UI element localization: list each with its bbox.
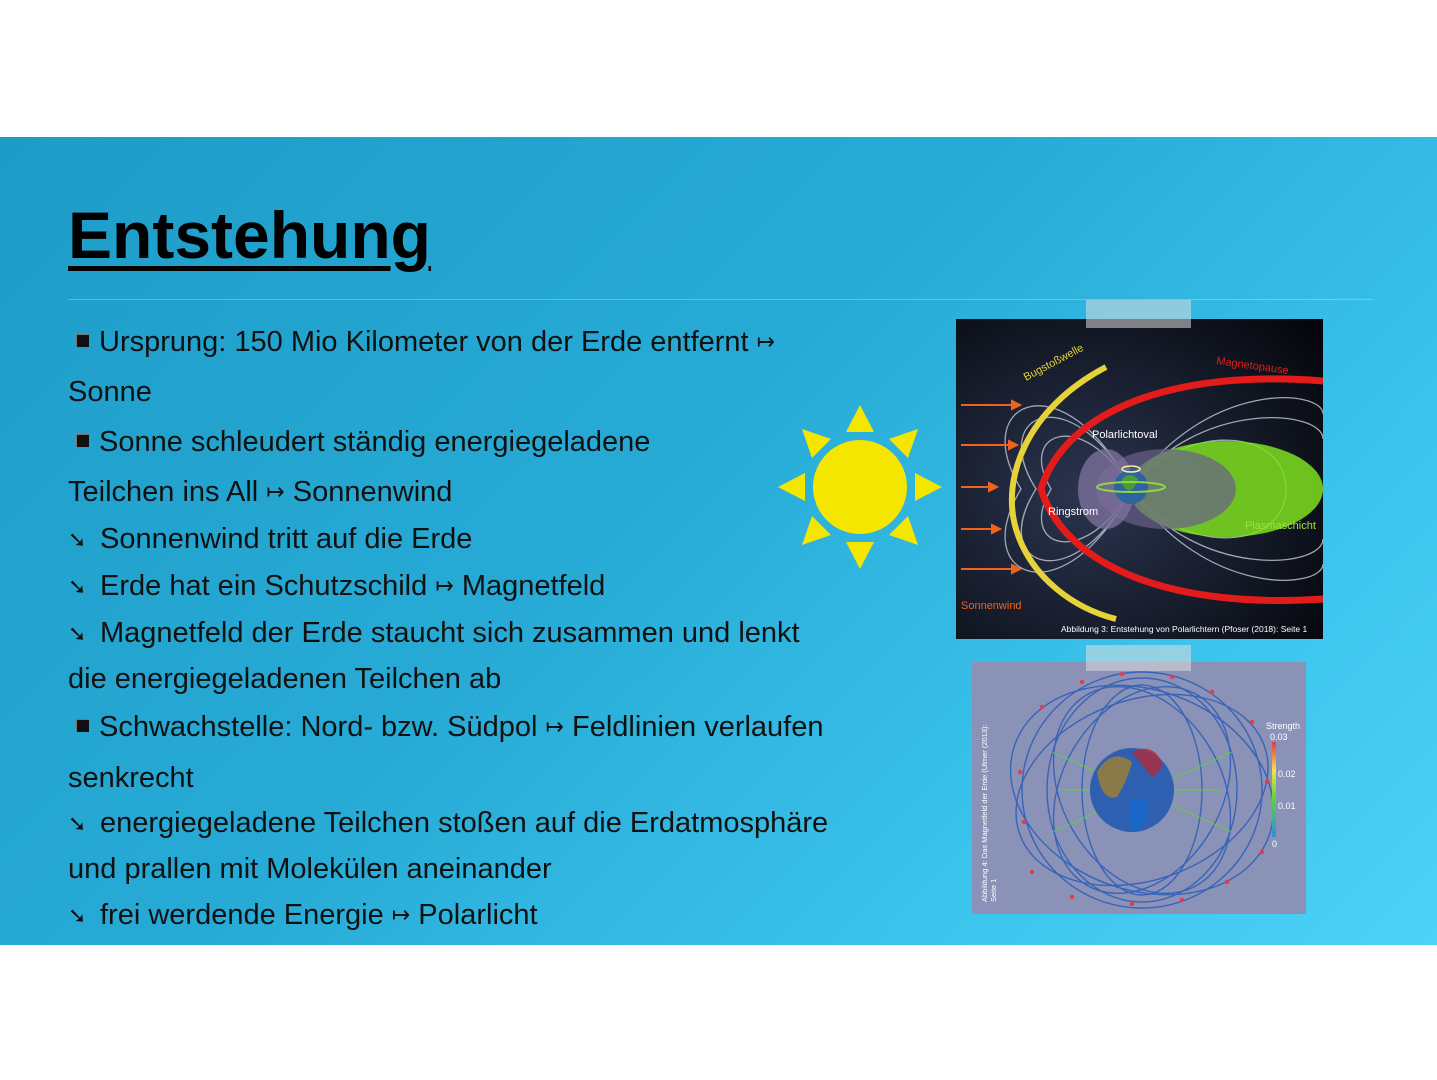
text-line-6: ➘ Erde hat ein Schutzschild ↦ Magnetfeld (68, 570, 606, 602)
tape-strip (1086, 300, 1191, 328)
magnetic-field-figure (972, 662, 1306, 914)
figure2-caption-line2: Seite 1 (989, 878, 998, 902)
strength-colorbar (1272, 742, 1276, 837)
legend-title: Strength (1266, 721, 1301, 731)
square-bullet-icon (76, 434, 89, 447)
text-line-5: ➘ Sonnenwind tritt auf die Erde (68, 523, 473, 555)
arrow-bullet-icon: ➘ (68, 621, 87, 646)
bow-shock-label: Bugstoßwelle (1021, 342, 1086, 384)
sun-icon (775, 402, 945, 572)
tape-strip (1086, 645, 1191, 671)
text-line-13: ➘ frei werdende Energie ↦ Polarlicht (68, 899, 538, 931)
square-bullet-icon (76, 334, 89, 347)
magnetosphere-figure (956, 319, 1323, 639)
slide-title: Entstehung (68, 198, 431, 272)
text-line-10: senkrecht (68, 762, 194, 794)
text-line-11: ➘ energiegeladene Teilchen stoßen auf die Erdatmosphäre (68, 807, 829, 839)
arrow-bullet-icon: ➘ (68, 527, 87, 552)
text-line-3: Sonne schleudert ständig energiegeladene (76, 425, 650, 459)
slide (0, 137, 1437, 945)
text-line-12: und prallen mit Molekülen aneinander (68, 853, 552, 885)
arrow-bullet-icon: ➘ (68, 574, 87, 599)
text-line-9: Schwachstelle: Nord- bzw. Südpol ↦ Feldlinien verlaufen (76, 710, 824, 744)
text-line-1: Ursprung: 150 Mio Kilometer von der Erde entfernt ↦ (76, 325, 775, 359)
legend-tick: 0.03 (1270, 732, 1288, 742)
plasma-sheet-label: Plasmaschicht (1245, 520, 1316, 532)
arrow-bullet-icon: ➘ (68, 811, 87, 836)
solar-wind-label: Sonnenwind (961, 600, 1022, 612)
text-line-4: Teilchen ins All ↦ Sonnenwind (68, 476, 453, 508)
legend-tick: 0 (1272, 839, 1278, 849)
magnetopause-label: Magnetopause (1215, 355, 1290, 378)
text-line-2: Sonne (68, 376, 152, 408)
arrow-bullet-icon: ➘ (68, 903, 87, 928)
figure2-caption-line1: Abbildung 4: Das Magnetfeld der Erde (Ulmer (2013): (980, 724, 989, 902)
legend-tick: 0.01 (1278, 801, 1296, 811)
figure1-caption: Abbildung 3: Entstehung von Polarlichtern (Pfoser (2018): Seite 1 (1061, 624, 1308, 634)
text-line-7: ➘ Magnetfeld der Erde staucht sich zusammen und lenkt (68, 617, 800, 649)
square-bullet-icon (76, 719, 89, 732)
text-line-8: die energiegeladenen Teilchen ab (68, 663, 502, 695)
ring-current-label: Ringstrom (1048, 506, 1099, 518)
aurora-oval-label: Polarlichtoval (1092, 429, 1158, 441)
legend-tick: 0.02 (1278, 769, 1296, 779)
